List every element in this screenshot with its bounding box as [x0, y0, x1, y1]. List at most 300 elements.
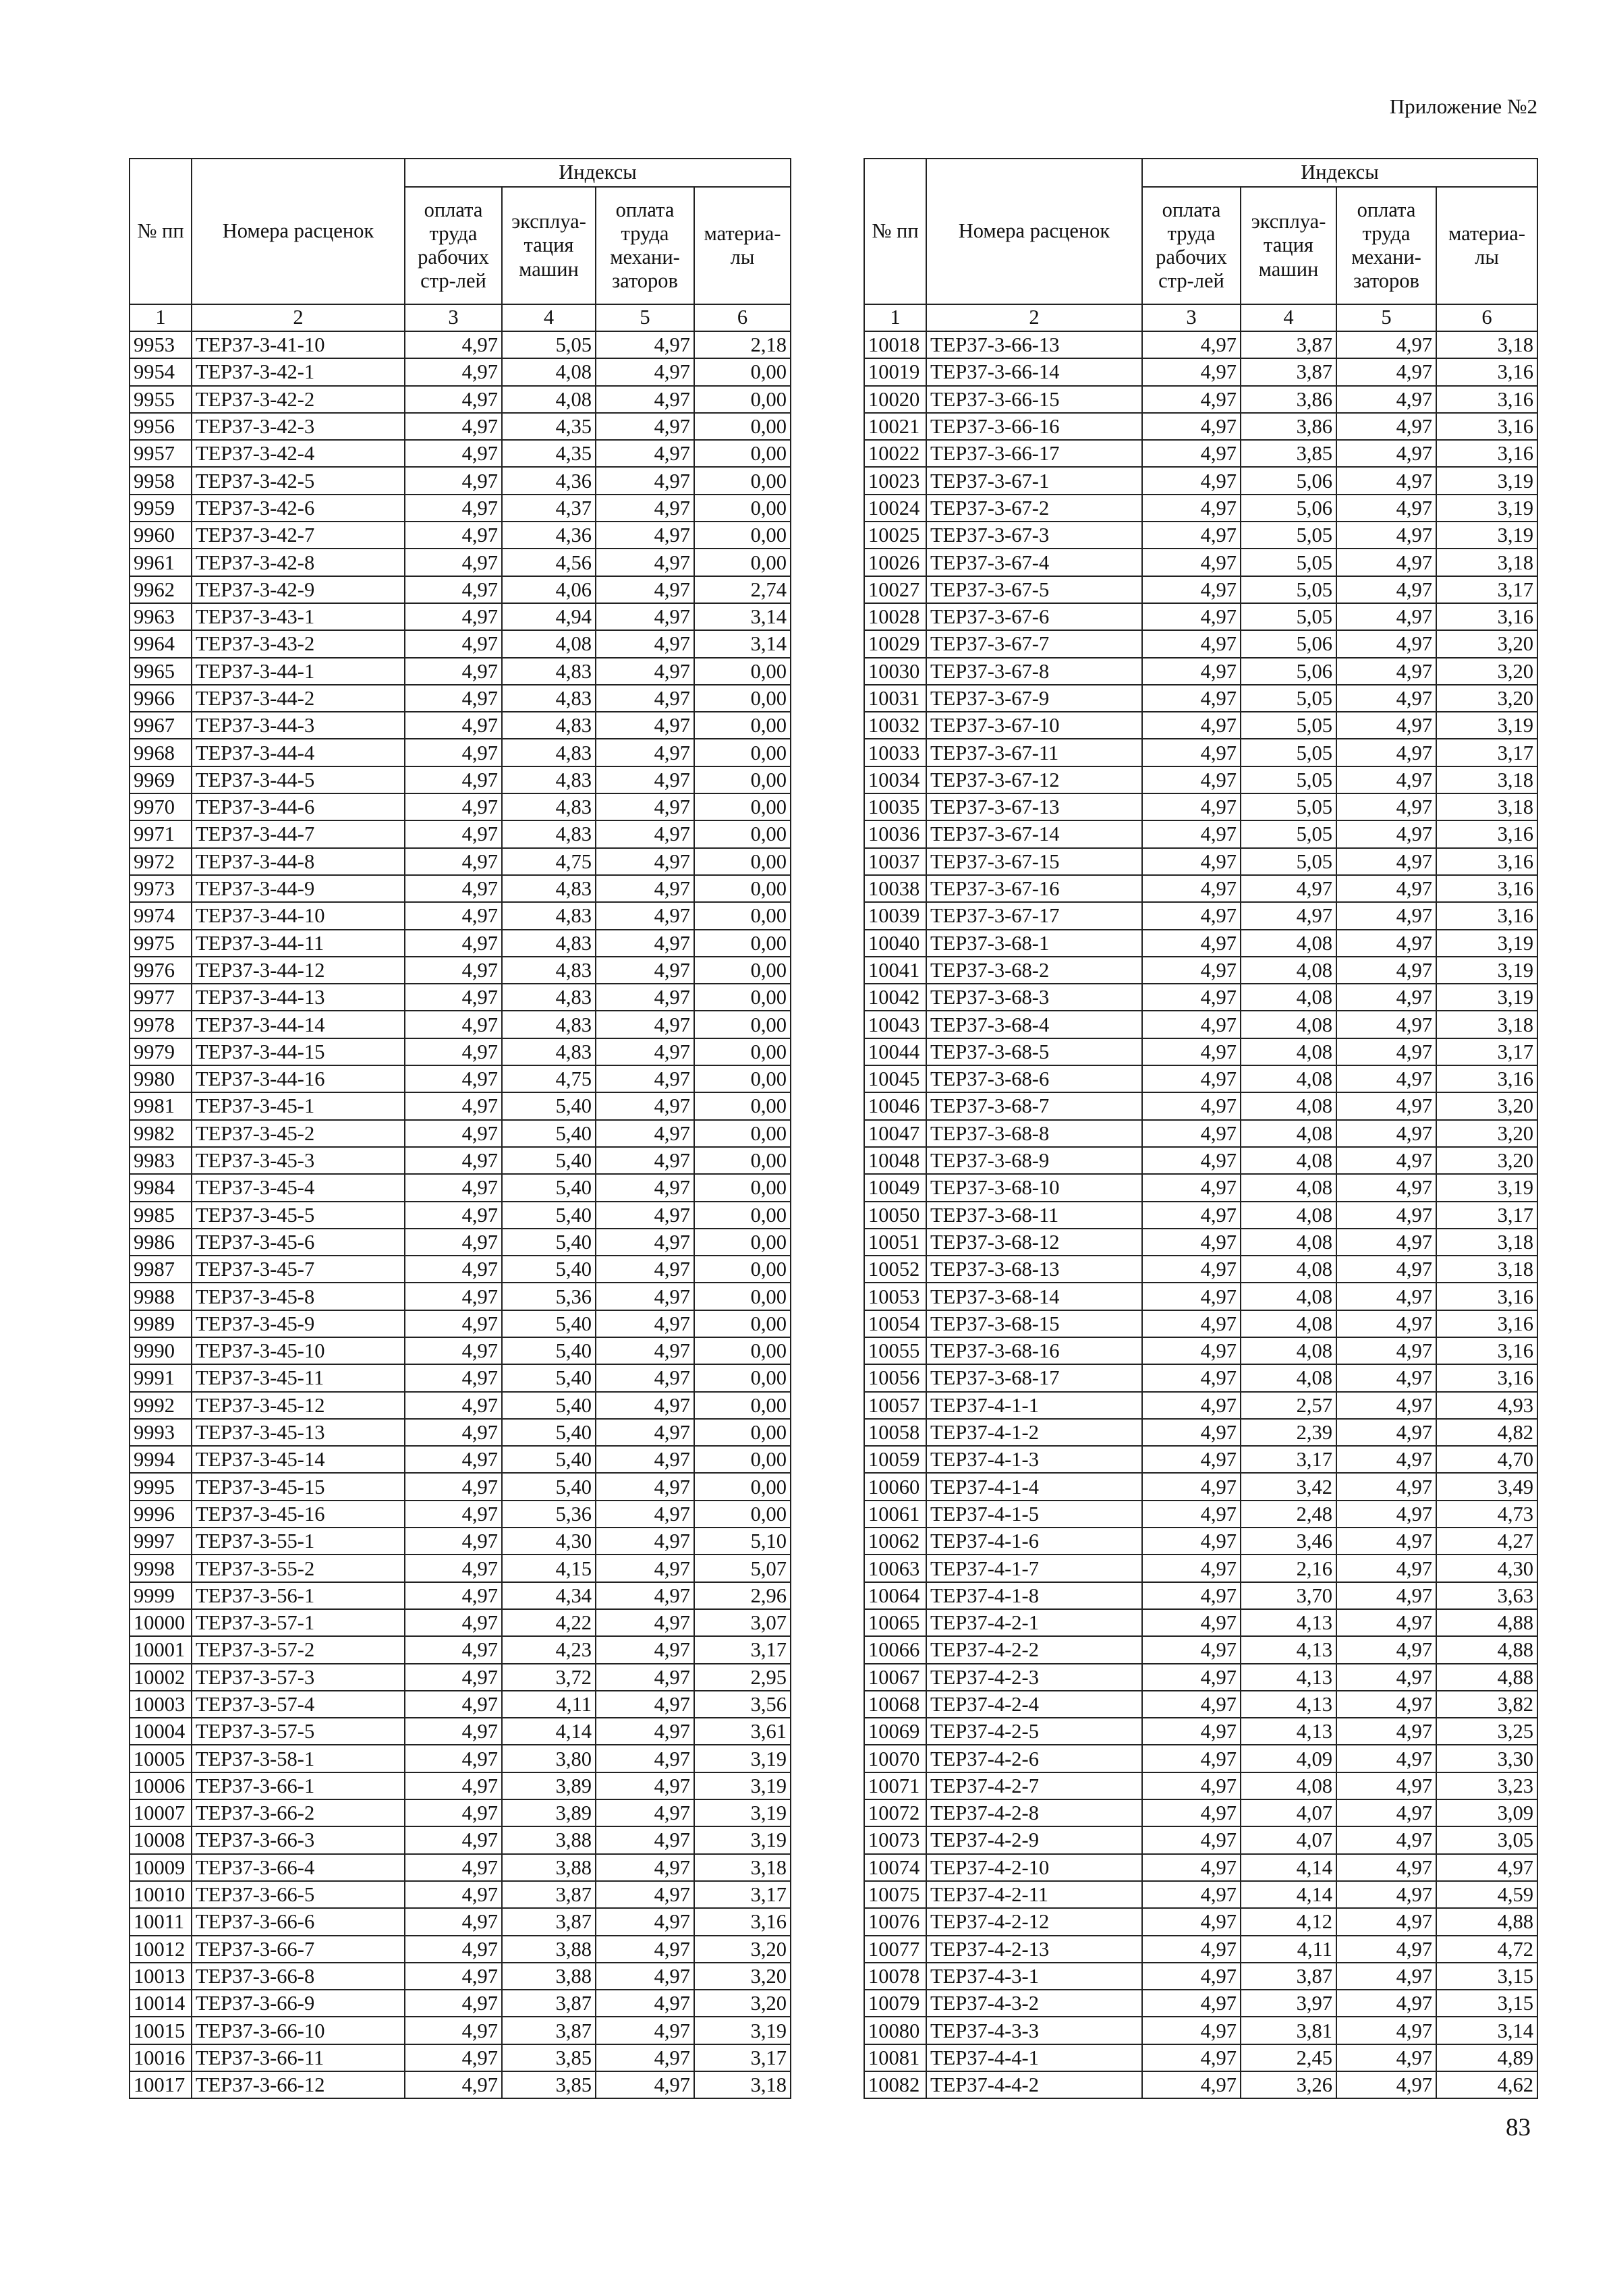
- rate-code: ТЕР37-4-2-7: [926, 1772, 1142, 1799]
- row-number: 10062: [864, 1528, 926, 1555]
- rate-code: ТЕР37-3-67-1: [926, 467, 1142, 494]
- index-labor: 4,97: [1142, 467, 1241, 494]
- index-labor: 4,97: [1142, 1555, 1241, 1581]
- row-number: 9965: [130, 658, 192, 685]
- index-machines: 3,88: [502, 1936, 596, 1963]
- rate-code: ТЕР37-4-2-11: [926, 1881, 1142, 1908]
- row-number: 9978: [130, 1011, 192, 1038]
- index-machines: 4,13: [1241, 1718, 1336, 1745]
- row-number: 10079: [864, 1990, 926, 2017]
- index-labor: 4,97: [1142, 1256, 1241, 1283]
- header-no: № пп: [130, 159, 192, 304]
- index-materials: 4,97: [1436, 1854, 1537, 1881]
- row-number: 10026: [864, 549, 926, 576]
- row-number: 10052: [864, 1256, 926, 1283]
- index-machines: 5,05: [1241, 576, 1336, 603]
- table-row: [130, 467, 791, 494]
- index-labor: 4,97: [1142, 1446, 1241, 1473]
- index-labor: 4,97: [1142, 1881, 1241, 1908]
- index-machines: 5,40: [502, 1473, 596, 1500]
- table-row: [130, 793, 791, 820]
- header-num-5: 5: [1336, 304, 1436, 331]
- index-materials: 3,09: [1436, 1799, 1537, 1826]
- index-mech-labor: 4,97: [596, 1310, 694, 1337]
- index-mech-labor: 4,97: [1336, 739, 1436, 766]
- index-machines: 3,85: [502, 2044, 596, 2071]
- index-mech-labor: 4,97: [1336, 386, 1436, 413]
- rate-code: ТЕР37-4-2-9: [926, 1826, 1142, 1853]
- index-machines: 3,17: [1241, 1446, 1336, 1473]
- index-machines: 3,88: [502, 1854, 596, 1881]
- row-number: 10064: [864, 1582, 926, 1609]
- table-row: [864, 957, 1537, 984]
- index-labor: 4,97: [405, 957, 502, 984]
- table-row: [864, 2017, 1537, 2044]
- rate-code: ТЕР37-4-1-8: [926, 1582, 1142, 1609]
- rate-code: ТЕР37-3-68-12: [926, 1229, 1142, 1256]
- rate-code: ТЕР37-3-44-10: [192, 902, 405, 929]
- table-row: [130, 1120, 791, 1147]
- index-machines: 3,42: [1241, 1473, 1336, 1500]
- table-row: [130, 1826, 791, 1853]
- rate-code: ТЕР37-3-67-10: [926, 712, 1142, 739]
- header-num-4: 4: [502, 304, 596, 331]
- table-row: [130, 1582, 791, 1609]
- index-mech-labor: 4,97: [596, 1528, 694, 1555]
- index-mech-labor: 4,97: [596, 1854, 694, 1881]
- index-materials: 3,17: [694, 1881, 791, 1908]
- index-mech-labor: 4,97: [596, 331, 694, 358]
- index-mech-labor: 4,97: [1336, 930, 1436, 957]
- header-num-2: 2: [926, 304, 1142, 331]
- rate-code: ТЕР37-3-45-8: [192, 1283, 405, 1310]
- row-number: 9999: [130, 1582, 192, 1609]
- header-num-2: 2: [192, 304, 405, 331]
- index-machines: 5,06: [1241, 467, 1336, 494]
- rate-code: ТЕР37-4-2-2: [926, 1636, 1142, 1663]
- rate-code: ТЕР37-3-68-15: [926, 1310, 1142, 1337]
- index-machines: 4,08: [1241, 1147, 1336, 1174]
- index-materials: 3,20: [694, 1990, 791, 2017]
- index-mech-labor: 4,97: [596, 1501, 694, 1528]
- rate-code: ТЕР37-3-45-2: [192, 1120, 405, 1147]
- rate-code: ТЕР37-3-66-13: [926, 331, 1142, 358]
- index-materials: 3,19: [694, 1772, 791, 1799]
- index-labor: 4,97: [1142, 1826, 1241, 1853]
- index-labor: 4,97: [1142, 413, 1241, 440]
- index-labor: 4,97: [405, 1065, 502, 1092]
- rate-code: ТЕР37-3-67-14: [926, 820, 1142, 847]
- rate-code: ТЕР37-3-68-16: [926, 1337, 1142, 1364]
- rate-code: ТЕР37-3-66-7: [192, 1936, 405, 1963]
- index-labor: 4,97: [1142, 1364, 1241, 1391]
- index-machines: 4,36: [502, 522, 596, 549]
- index-machines: 4,08: [1241, 1337, 1336, 1364]
- index-materials: 4,93: [1436, 1392, 1537, 1419]
- index-labor: 4,97: [405, 467, 502, 494]
- table-row: [864, 793, 1537, 820]
- rate-code: ТЕР37-3-66-6: [192, 1908, 405, 1935]
- table-row: [864, 1799, 1537, 1826]
- row-number: 9989: [130, 1310, 192, 1337]
- index-materials: 0,00: [694, 1038, 791, 1065]
- row-number: 9981: [130, 1092, 192, 1119]
- index-materials: 0,00: [694, 1392, 791, 1419]
- index-machines: 4,83: [502, 739, 596, 766]
- index-machines: 4,83: [502, 957, 596, 984]
- table-row: [864, 712, 1537, 739]
- header-no: № пп: [864, 159, 926, 304]
- index-materials: 2,96: [694, 1582, 791, 1609]
- header-indices: Индексы: [1142, 159, 1537, 187]
- row-number: 10071: [864, 1772, 926, 1799]
- index-machines: 4,75: [502, 848, 596, 875]
- rate-code: ТЕР37-3-45-4: [192, 1174, 405, 1201]
- index-mech-labor: 4,97: [596, 1202, 694, 1229]
- index-materials: 3,23: [1436, 1772, 1537, 1799]
- index-materials: 3,20: [694, 1963, 791, 1990]
- rate-code: ТЕР37-3-44-9: [192, 875, 405, 902]
- index-materials: 3,16: [1436, 1337, 1537, 1364]
- index-materials: 3,19: [1436, 495, 1537, 522]
- header-num-3: 3: [405, 304, 502, 331]
- index-mech-labor: 4,97: [596, 1419, 694, 1446]
- index-mech-labor: 4,97: [596, 386, 694, 413]
- row-number: 10069: [864, 1718, 926, 1745]
- table-row: [864, 1065, 1537, 1092]
- table-row: [864, 1392, 1537, 1419]
- rate-code: ТЕР37-3-42-3: [192, 413, 405, 440]
- rate-code: ТЕР37-3-67-12: [926, 766, 1142, 793]
- index-machines: 4,08: [502, 386, 596, 413]
- table-row: [864, 902, 1537, 929]
- row-number: 10039: [864, 902, 926, 929]
- row-number: 10047: [864, 1120, 926, 1147]
- index-mech-labor: 4,97: [596, 1065, 694, 1092]
- rate-code: ТЕР37-3-45-3: [192, 1147, 405, 1174]
- row-number: 10074: [864, 1854, 926, 1881]
- row-number: 9967: [130, 712, 192, 739]
- table-row: [864, 1229, 1537, 1256]
- rate-code: ТЕР37-3-66-10: [192, 2017, 405, 2044]
- index-labor: 4,97: [405, 331, 502, 358]
- row-number: 9955: [130, 386, 192, 413]
- rate-code: ТЕР37-3-66-1: [192, 1772, 405, 1799]
- index-materials: 3,19: [694, 2017, 791, 2044]
- index-materials: 0,00: [694, 1092, 791, 1119]
- index-machines: 5,40: [502, 1419, 596, 1446]
- row-number: 9970: [130, 793, 192, 820]
- index-mech-labor: 4,97: [1336, 1772, 1436, 1799]
- index-materials: 3,20: [1436, 658, 1537, 685]
- table-row: [130, 495, 791, 522]
- row-number: 9988: [130, 1283, 192, 1310]
- index-machines: 4,13: [1241, 1664, 1336, 1691]
- row-number: 10030: [864, 658, 926, 685]
- index-machines: 5,40: [502, 1092, 596, 1119]
- index-mech-labor: 4,97: [1336, 1854, 1436, 1881]
- table-row: [864, 1582, 1537, 1609]
- index-mech-labor: 4,97: [596, 2017, 694, 2044]
- row-number: 10067: [864, 1664, 926, 1691]
- index-labor: 4,97: [405, 413, 502, 440]
- index-machines: 4,08: [1241, 984, 1336, 1011]
- row-number: 10008: [130, 1826, 192, 1853]
- index-mech-labor: 4,97: [1336, 1283, 1436, 1310]
- index-labor: 4,97: [1142, 984, 1241, 1011]
- table-row: [130, 875, 791, 902]
- index-materials: 3,20: [1436, 630, 1537, 657]
- row-number: 9968: [130, 739, 192, 766]
- index-materials: 4,73: [1436, 1501, 1537, 1528]
- index-machines: 5,06: [1241, 630, 1336, 657]
- index-materials: 0,00: [694, 1011, 791, 1038]
- row-number: 10063: [864, 1555, 926, 1581]
- index-mech-labor: 4,97: [596, 1038, 694, 1065]
- row-number: 10000: [130, 1609, 192, 1636]
- rate-code: ТЕР37-3-67-8: [926, 658, 1142, 685]
- table-row: [130, 2017, 791, 2044]
- index-materials: 3,18: [1436, 1011, 1537, 1038]
- index-labor: 4,97: [405, 1229, 502, 1256]
- index-labor: 4,97: [1142, 331, 1241, 358]
- row-number: 9975: [130, 930, 192, 957]
- index-materials: 0,00: [694, 386, 791, 413]
- row-number: 9959: [130, 495, 192, 522]
- index-machines: 5,40: [502, 1174, 596, 1201]
- index-labor: 4,97: [1142, 1691, 1241, 1718]
- rate-code: ТЕР37-4-3-1: [926, 1963, 1142, 1990]
- index-machines: 4,14: [1241, 1854, 1336, 1881]
- index-materials: 3,61: [694, 1718, 791, 1745]
- index-machines: 4,08: [1241, 1364, 1336, 1391]
- index-materials: 0,00: [694, 793, 791, 820]
- index-mech-labor: 4,97: [1336, 848, 1436, 875]
- row-number: 9960: [130, 522, 192, 549]
- index-machines: 3,87: [502, 1990, 596, 2017]
- index-materials: 4,59: [1436, 1881, 1537, 1908]
- index-materials: 0,00: [694, 984, 791, 1011]
- table-row: [130, 1256, 791, 1283]
- table-row: [130, 1419, 791, 1446]
- index-labor: 4,97: [1142, 2071, 1241, 2098]
- rate-code: ТЕР37-3-67-15: [926, 848, 1142, 875]
- index-materials: 3,17: [694, 1636, 791, 1663]
- row-number: 9971: [130, 820, 192, 847]
- table-row: [864, 386, 1537, 413]
- index-materials: 3,18: [1436, 1256, 1537, 1283]
- index-mech-labor: 4,97: [1336, 331, 1436, 358]
- index-materials: 3,07: [694, 1609, 791, 1636]
- row-number: 9996: [130, 1501, 192, 1528]
- index-labor: 4,97: [1142, 793, 1241, 820]
- index-labor: 4,97: [405, 603, 502, 630]
- row-number: 9998: [130, 1555, 192, 1581]
- rate-code: ТЕР37-3-41-10: [192, 331, 405, 358]
- index-mech-labor: 4,97: [596, 766, 694, 793]
- header-num-4: 4: [1241, 304, 1336, 331]
- index-labor: 4,97: [1142, 630, 1241, 657]
- table-row: [130, 848, 791, 875]
- index-machines: 4,35: [502, 440, 596, 467]
- index-labor: 4,97: [405, 984, 502, 1011]
- index-machines: 4,35: [502, 413, 596, 440]
- index-labor: 4,97: [405, 1718, 502, 1745]
- row-number: 10019: [864, 358, 926, 385]
- index-labor: 4,97: [1142, 1908, 1241, 1935]
- index-machines: 3,87: [1241, 331, 1336, 358]
- index-materials: 4,70: [1436, 1446, 1537, 1473]
- index-materials: 0,00: [694, 495, 791, 522]
- index-machines: 2,45: [1241, 2044, 1336, 2071]
- row-number: 9982: [130, 1120, 192, 1147]
- index-mech-labor: 4,97: [596, 685, 694, 712]
- index-machines: 5,40: [502, 1392, 596, 1419]
- index-mech-labor: 4,97: [1336, 1174, 1436, 1201]
- row-number: 10075: [864, 1881, 926, 1908]
- table-body-right: [864, 331, 1537, 2098]
- index-machines: 4,08: [1241, 1065, 1336, 1092]
- rate-code: ТЕР37-3-55-2: [192, 1555, 405, 1581]
- index-labor: 4,97: [1142, 1772, 1241, 1799]
- index-mech-labor: 4,97: [1336, 2044, 1436, 2071]
- table-row: [130, 1799, 791, 1826]
- row-number: 9963: [130, 603, 192, 630]
- rate-code: ТЕР37-3-68-11: [926, 1202, 1142, 1229]
- rate-code: ТЕР37-3-68-6: [926, 1065, 1142, 1092]
- table-row: [864, 1528, 1537, 1555]
- index-labor: 4,97: [1142, 2044, 1241, 2071]
- row-number: 10073: [864, 1826, 926, 1853]
- index-labor: 4,97: [1142, 902, 1241, 929]
- index-mech-labor: 4,97: [1336, 576, 1436, 603]
- index-mech-labor: 4,97: [596, 1555, 694, 1581]
- rate-code: ТЕР37-3-66-3: [192, 1826, 405, 1853]
- index-labor: 4,97: [405, 2044, 502, 2071]
- row-number: 9956: [130, 413, 192, 440]
- table-row: [130, 2044, 791, 2071]
- index-machines: 3,26: [1241, 2071, 1336, 2098]
- table-row: [130, 658, 791, 685]
- row-number: 10005: [130, 1745, 192, 1772]
- table-row: [864, 1364, 1537, 1391]
- table-row: [130, 522, 791, 549]
- row-number: 10080: [864, 2017, 926, 2044]
- row-number: 9977: [130, 984, 192, 1011]
- index-labor: 4,97: [405, 685, 502, 712]
- table-row: [130, 930, 791, 957]
- header-num-3: 3: [1142, 304, 1241, 331]
- table-row: [130, 1636, 791, 1663]
- table-row: [130, 984, 791, 1011]
- index-materials: 4,30: [1436, 1555, 1537, 1581]
- row-number: 10025: [864, 522, 926, 549]
- index-machines: 4,83: [502, 712, 596, 739]
- index-materials: 0,00: [694, 1202, 791, 1229]
- row-number: 9984: [130, 1174, 192, 1201]
- index-mech-labor: 4,97: [1336, 2017, 1436, 2044]
- index-machines: 3,86: [1241, 413, 1336, 440]
- table-row: [130, 820, 791, 847]
- table-row: [864, 549, 1537, 576]
- rate-code: ТЕР37-3-45-5: [192, 1202, 405, 1229]
- index-machines: 4,37: [502, 495, 596, 522]
- index-materials: 3,14: [694, 630, 791, 657]
- index-materials: 3,20: [694, 1936, 791, 1963]
- index-machines: 4,83: [502, 658, 596, 685]
- index-labor: 4,97: [405, 712, 502, 739]
- index-machines: 3,88: [502, 1826, 596, 1853]
- index-machines: 5,05: [1241, 549, 1336, 576]
- index-labor: 4,97: [405, 848, 502, 875]
- table-row: [130, 630, 791, 657]
- index-mech-labor: 4,97: [1336, 522, 1436, 549]
- index-mech-labor: 4,97: [596, 1718, 694, 1745]
- index-materials: 5,07: [694, 1555, 791, 1581]
- index-machines: 4,94: [502, 603, 596, 630]
- row-number: 10009: [130, 1854, 192, 1881]
- table-row: [130, 1446, 791, 1473]
- index-materials: 4,27: [1436, 1528, 1537, 1555]
- table-row: [864, 1745, 1537, 1772]
- row-number: 10077: [864, 1936, 926, 1963]
- index-labor: 4,97: [405, 1473, 502, 1500]
- rate-code: ТЕР37-3-57-4: [192, 1691, 405, 1718]
- rate-code: ТЕР37-3-45-12: [192, 1392, 405, 1419]
- index-materials: 0,00: [694, 848, 791, 875]
- index-labor: 4,97: [405, 2017, 502, 2044]
- index-mech-labor: 4,97: [1336, 1799, 1436, 1826]
- rate-code: ТЕР37-3-42-6: [192, 495, 405, 522]
- row-number: 10059: [864, 1446, 926, 1473]
- header-num-1: 1: [864, 304, 926, 331]
- row-number: 10035: [864, 793, 926, 820]
- index-machines: 5,05: [502, 331, 596, 358]
- header-mech-labor: оплата труда механи-заторов: [596, 187, 694, 304]
- rate-code: ТЕР37-3-68-7: [926, 1092, 1142, 1119]
- index-labor: 4,97: [1142, 1229, 1241, 1256]
- index-materials: 3,56: [694, 1691, 791, 1718]
- index-materials: 3,15: [1436, 1990, 1537, 2017]
- index-labor: 4,97: [405, 1419, 502, 1446]
- table-row: [130, 1310, 791, 1337]
- header-labor: оплата труда рабочих стр-лей: [1142, 187, 1241, 304]
- index-mech-labor: 4,97: [1336, 1881, 1436, 1908]
- index-labor: 4,97: [1142, 1854, 1241, 1881]
- index-mech-labor: 4,97: [596, 1446, 694, 1473]
- index-mech-labor: 4,97: [596, 1609, 694, 1636]
- index-labor: 4,97: [405, 1963, 502, 1990]
- row-number: 10002: [130, 1664, 192, 1691]
- index-labor: 4,97: [1142, 1392, 1241, 1419]
- rate-code: ТЕР37-3-68-14: [926, 1283, 1142, 1310]
- index-machines: 4,13: [1241, 1636, 1336, 1663]
- rate-code: ТЕР37-4-1-6: [926, 1528, 1142, 1555]
- row-number: 9992: [130, 1392, 192, 1419]
- page-number: 83: [1506, 2114, 1531, 2141]
- index-materials: 3,16: [1436, 902, 1537, 929]
- index-machines: 3,87: [502, 1881, 596, 1908]
- index-labor: 4,97: [405, 902, 502, 929]
- row-number: 9962: [130, 576, 192, 603]
- index-materials: 0,00: [694, 1065, 791, 1092]
- index-materials: 3,17: [1436, 576, 1537, 603]
- rates-table-right: [864, 158, 1538, 2099]
- index-labor: 4,97: [405, 386, 502, 413]
- table-row: [864, 331, 1537, 358]
- index-labor: 4,97: [405, 630, 502, 657]
- index-mech-labor: 4,97: [596, 630, 694, 657]
